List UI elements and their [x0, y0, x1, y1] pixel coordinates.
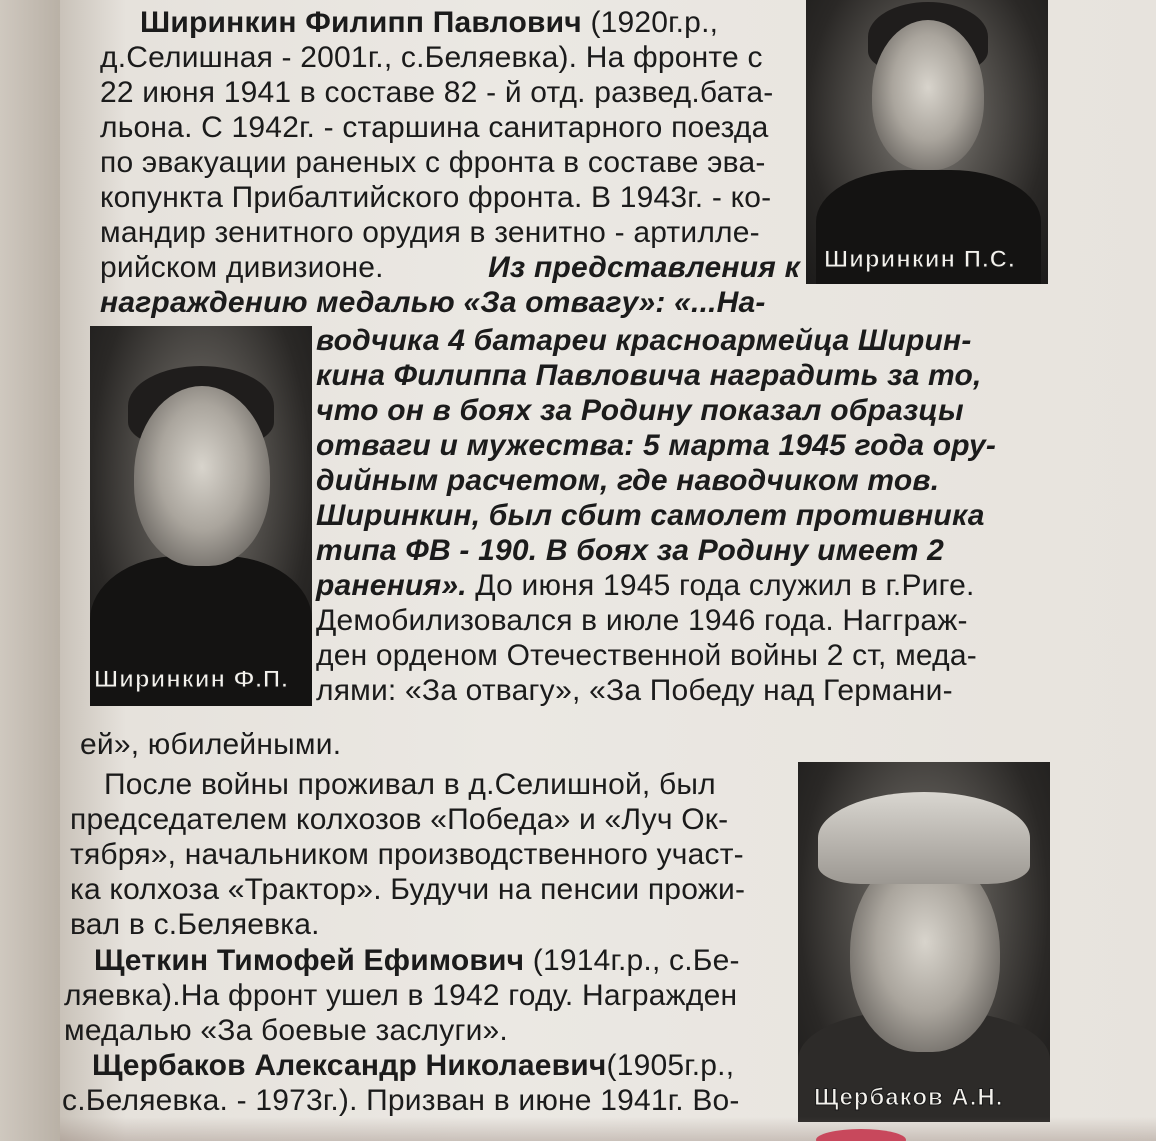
- text-line: [64, 943, 794, 978]
- text-line: Демобилизовался в июле 1946 года. Нагграж-: [316, 604, 968, 637]
- photo-caption: Щербаков А.Н.: [814, 1084, 1004, 1111]
- person-name: Ширинкин Филипп Павлович: [140, 6, 582, 39]
- photo-caption: Ширинкин П.С.: [824, 246, 1016, 273]
- quote-line: кина Филиппа Павловича наградить за то,: [316, 359, 982, 392]
- text-fragment: (1905г.р.,: [606, 1049, 735, 1082]
- page-binding-edge: [0, 0, 60, 1141]
- text-line: копункта Прибалтийского фронта. В 1943г. - ко-: [100, 181, 772, 214]
- text-line: 22 июня 1941 в составе 82 - й отд. развед.бата-: [100, 76, 774, 109]
- paragraph-schetkin-te: [64, 943, 794, 1048]
- photo-cap-shape: [818, 792, 1030, 884]
- text-line: После войны проживал в д.Селишной, был: [104, 768, 716, 801]
- quote-line: отваги и мужества: 5 марта 1945 года ору-: [316, 429, 997, 462]
- text-line: [62, 1048, 792, 1083]
- photo-scherbakov-an: [798, 762, 1050, 1122]
- text-line: [316, 568, 1052, 603]
- text-fragment: рийском дивизионе.: [100, 251, 384, 284]
- text-line: по эвакуации раненых с фронта в составе эва-: [100, 146, 766, 179]
- quote-intro-line: награждению медалью «За отвагу»: «...На-: [100, 286, 766, 319]
- photo-caption: Ширинкин Ф.П.: [94, 666, 289, 693]
- text-line: вал в с.Беляевка.: [70, 908, 320, 941]
- paragraph-shirinkin-fp-quote: [316, 323, 1052, 708]
- text-line: льона. С 1942г. - старшина санитарного поезда: [100, 111, 769, 144]
- text-line: ляевка).На фронт ушел в 1942 году. Награжден: [64, 979, 738, 1012]
- paragraph-shirinkin-fp-end: [80, 727, 800, 762]
- text-line: д.Селишная - 2001г., с.Беляевка). На фронте с: [100, 41, 763, 74]
- text-line: мандир зенитного орудия в зенитно - артилле-: [100, 216, 760, 249]
- person-name: Щербаков Александр Николаевич: [92, 1049, 607, 1082]
- text-line: ей», юбилейными.: [80, 728, 342, 761]
- text-line: лями: «За отвагу», «За Победу над Германи-: [316, 674, 953, 707]
- quote-line: водчика 4 батареи красноармейца Ширин-: [316, 324, 972, 357]
- text-line: [100, 250, 800, 285]
- quote-line: что он в боях за Родину показал образцы: [316, 394, 964, 427]
- text-fragment: До июня 1945 года служил в г.Риге.: [466, 569, 975, 602]
- text-line: ден орденом Отечественной войны 2 ст, меда-: [316, 639, 977, 672]
- page-bottom-shadow: [60, 1117, 1156, 1141]
- text-fragment: (1914г.р., с.Бе-: [524, 944, 740, 977]
- paragraph-scherbakov-an: [62, 1048, 792, 1118]
- quote-line: дийным расчетом, где наводчиком тов.: [316, 464, 940, 497]
- text-line: ка колхоза «Трактор». Будучи на пенсии прожи-: [70, 873, 746, 906]
- photo-shirinkin-ps: [806, 0, 1048, 284]
- paragraph-shirinkin-fp-intro: [100, 5, 800, 320]
- text-line: председателем колхозов «Победа» и «Луч Ок-: [70, 803, 729, 836]
- photo-shirinkin-fp: [90, 326, 312, 706]
- quote-line: типа ФВ - 190. В боях за Родину имеет 2: [316, 534, 945, 567]
- text-line: тября», начальником производственного участ-: [70, 838, 744, 871]
- quote-line: Ширинкин, был сбит самолет противника: [316, 499, 985, 532]
- paragraph-after-war: [70, 767, 798, 942]
- text-line: медалью «За боевые заслуги».: [64, 1014, 508, 1047]
- quote-end: ранения».: [316, 569, 467, 602]
- text-line: [100, 5, 800, 40]
- quote-intro: Из представления к: [488, 251, 800, 284]
- text-line: с.Беляевка. - 1973г.). Призван в июне 1941г. Во-: [62, 1084, 740, 1117]
- text-fragment: (1920г.р.,: [581, 6, 719, 39]
- photo-face-shape: [134, 386, 270, 566]
- photo-face-shape: [872, 20, 984, 170]
- person-name: Щеткин Тимофей Ефимович: [94, 944, 525, 977]
